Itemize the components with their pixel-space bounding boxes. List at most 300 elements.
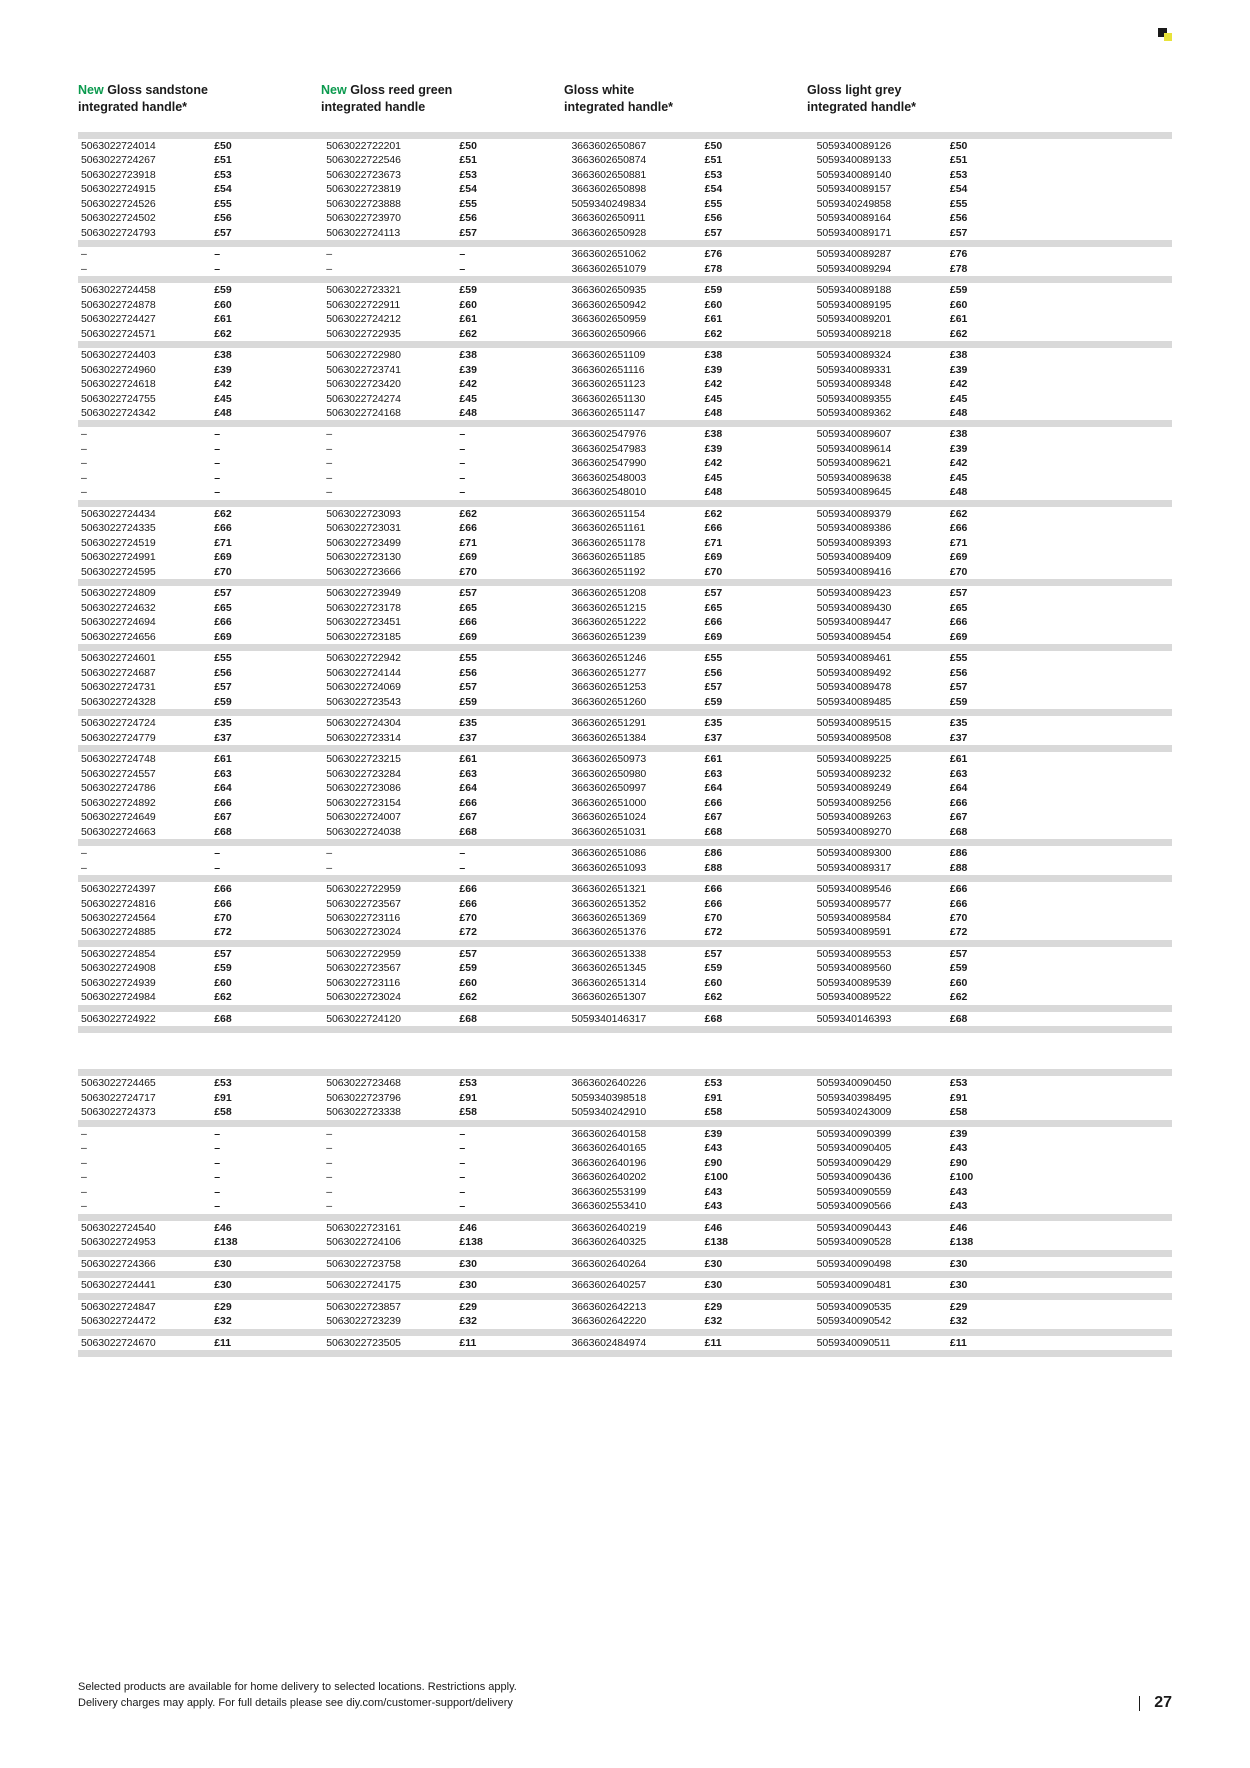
product-code: 5059340090498 (816, 1257, 892, 1270)
column-gap (302, 442, 323, 456)
column-gap (1038, 825, 1172, 839)
product-code: 5063022724366 (81, 1257, 156, 1270)
product-price: £46 (949, 1221, 968, 1234)
column-gap (547, 168, 568, 182)
product-code: 5059340090481 (816, 1279, 892, 1292)
table-row (78, 536, 1172, 550)
product-price: £59 (214, 695, 232, 708)
column-gap (302, 471, 323, 485)
product-price: £54 (459, 183, 477, 196)
table-row (78, 1127, 1172, 1141)
table-row (78, 925, 1172, 939)
product-code: 5059340243009 (816, 1106, 892, 1119)
product-code: – (81, 442, 87, 455)
product-price: £60 (214, 976, 232, 989)
product-code: 5063022724731 (81, 681, 156, 694)
column-gap (547, 262, 568, 276)
product-code: – (81, 248, 87, 261)
column-gap (547, 882, 568, 896)
product-code: 3663602651208 (571, 587, 647, 600)
column-gap (1038, 312, 1172, 326)
column-gap (792, 1012, 813, 1026)
product-price: £71 (459, 536, 477, 549)
product-price: £48 (704, 486, 723, 499)
product-price: £138 (704, 1236, 728, 1249)
product-price: £71 (949, 536, 968, 549)
product-code: 3663602640158 (571, 1127, 647, 1140)
product-price: £61 (459, 753, 477, 766)
product-code: 5063022723116 (326, 976, 401, 989)
product-code: 3663602642220 (571, 1315, 647, 1328)
product-price: £61 (214, 753, 232, 766)
product-code: 5059340089461 (816, 652, 892, 665)
product-price: – (214, 1200, 221, 1213)
column-gap (547, 1235, 568, 1249)
product-code: – (81, 1171, 87, 1184)
product-price: £61 (949, 753, 968, 766)
column-gap (792, 796, 813, 810)
product-code: 3663602650959 (571, 313, 647, 326)
table-separator-band (78, 875, 1172, 882)
column-gap (1038, 283, 1172, 297)
product-price: – (214, 1156, 221, 1169)
product-price: £57 (214, 226, 232, 239)
column-gap (792, 377, 813, 391)
column-gap (302, 861, 323, 875)
column-gap (302, 1336, 323, 1350)
column-gap (792, 262, 813, 276)
product-price: £55 (459, 197, 477, 210)
table-row (78, 507, 1172, 521)
column-gap (547, 1091, 568, 1105)
product-code: 3663602650881 (571, 168, 647, 181)
table-separator-band (78, 644, 1172, 651)
product-code: 5063022723093 (326, 507, 401, 520)
product-price: £50 (214, 139, 232, 152)
table-separator-band (78, 341, 1172, 348)
product-code: 5063022724458 (81, 284, 156, 297)
product-price: £69 (214, 551, 232, 564)
column-gap (547, 1257, 568, 1271)
product-code: 5063022724786 (81, 782, 156, 795)
column-gap (302, 456, 323, 470)
product-code: 5059340089157 (816, 183, 892, 196)
product-code: – (326, 442, 332, 455)
product-price: – (459, 442, 466, 455)
column-gap (792, 312, 813, 326)
product-price: £45 (949, 471, 968, 484)
product-price: £72 (214, 926, 232, 939)
column-gap (1038, 1141, 1172, 1155)
product-code: 3663602651260 (571, 695, 647, 708)
product-code: 3663602640264 (571, 1257, 647, 1270)
product-price: £78 (704, 262, 723, 275)
table-row (78, 990, 1172, 1004)
product-price: £37 (704, 731, 723, 744)
table-row (78, 485, 1172, 499)
product-code: – (326, 1171, 332, 1184)
table-row (78, 882, 1172, 896)
product-code: 5059340242910 (571, 1106, 647, 1119)
product-code: 3663602547990 (571, 457, 647, 470)
product-price: £11 (459, 1336, 477, 1349)
product-code: 5059340090535 (816, 1300, 892, 1313)
table-separator-band (78, 1120, 1172, 1127)
product-code: – (81, 486, 87, 499)
product-price: £53 (214, 168, 232, 181)
product-price: £57 (214, 947, 232, 960)
product-code: 5063022724441 (81, 1279, 156, 1292)
product-price: £48 (949, 486, 968, 499)
product-price: – (214, 428, 221, 441)
product-code: 5059340146393 (816, 1012, 892, 1025)
column-gap (1038, 796, 1172, 810)
product-code: 5063022724618 (81, 378, 156, 391)
product-price: £39 (949, 1127, 968, 1140)
column-gap (1038, 1278, 1172, 1292)
product-price: – (214, 1127, 221, 1140)
table-separator-band (78, 709, 1172, 716)
column-gap (1038, 442, 1172, 456)
column-gap (1038, 781, 1172, 795)
product-code: 5059340090405 (816, 1142, 892, 1155)
column-gap (547, 796, 568, 810)
product-code: 5059340089355 (816, 392, 892, 405)
table-row (78, 1314, 1172, 1328)
column-gap (1038, 680, 1172, 694)
column-gap (302, 1170, 323, 1184)
product-code: 5059340089188 (816, 284, 892, 297)
product-code: 5059340090450 (816, 1077, 892, 1090)
column-title-line2-0: integrated handle* (78, 99, 188, 114)
product-price: £53 (459, 1077, 477, 1090)
column-gap (302, 1278, 323, 1292)
product-price: £61 (949, 313, 968, 326)
product-code: – (326, 1185, 332, 1198)
product-code: 5063022724007 (326, 811, 401, 824)
column-gap (547, 990, 568, 1004)
table-row (78, 1300, 1172, 1314)
product-price: £32 (214, 1315, 232, 1328)
column-gap (547, 925, 568, 939)
product-code: 5059340089515 (816, 717, 892, 730)
product-price: £56 (949, 212, 968, 225)
column-gap (547, 615, 568, 629)
column-gap (547, 226, 568, 240)
product-price: – (459, 1171, 466, 1184)
column-gap (302, 1127, 323, 1141)
product-code: 5063022723420 (326, 378, 401, 391)
product-price: £62 (459, 327, 477, 340)
column-gap (1038, 377, 1172, 391)
column-gap (302, 666, 323, 680)
column-gap (1038, 139, 1172, 153)
column-gap (547, 767, 568, 781)
product-price: £72 (704, 926, 723, 939)
product-code: 5063022723949 (326, 587, 401, 600)
product-code: 5059340089492 (816, 666, 892, 679)
product-code: 5063022723888 (326, 197, 401, 210)
product-price: £69 (214, 630, 232, 643)
product-code: 5059340089249 (816, 782, 892, 795)
product-price: £66 (459, 897, 477, 910)
product-code: 5063022724670 (81, 1336, 156, 1349)
product-code: 5063022722959 (326, 883, 401, 896)
table-row (78, 1141, 1172, 1155)
product-price: £51 (459, 154, 477, 167)
column-gap (1038, 601, 1172, 615)
product-price: £30 (949, 1279, 968, 1292)
product-code: 3663602553199 (571, 1185, 647, 1198)
column-gap (1038, 197, 1172, 211)
column-gap (302, 1105, 323, 1119)
product-code: 5059340089232 (816, 767, 892, 780)
product-code: 5063022723031 (326, 522, 401, 535)
column-gap (547, 586, 568, 600)
product-price: £91 (704, 1091, 723, 1104)
product-price: £45 (949, 392, 968, 405)
product-price: £91 (214, 1091, 232, 1104)
product-price: £57 (214, 587, 232, 600)
product-code: 5059340089171 (816, 226, 892, 239)
product-price: £64 (949, 782, 968, 795)
product-code: 5063022724571 (81, 327, 156, 340)
product-code: 5063022724274 (326, 392, 401, 405)
product-code: 5063022724748 (81, 753, 156, 766)
product-price: £35 (704, 717, 723, 730)
table-row (78, 471, 1172, 485)
column-gap (302, 377, 323, 391)
product-code: 5063022724847 (81, 1300, 156, 1313)
column-gap (547, 427, 568, 441)
column-gap (792, 1300, 813, 1314)
product-price: £70 (704, 565, 723, 578)
product-price: £38 (459, 349, 477, 362)
product-price: £57 (949, 587, 968, 600)
product-price: £48 (949, 406, 968, 419)
table-row (78, 363, 1172, 377)
column-gap (1038, 1300, 1172, 1314)
product-code: 5063022722959 (326, 947, 401, 960)
column-gap (547, 406, 568, 420)
table-separator-band (78, 240, 1172, 247)
product-code: 3663602651307 (571, 991, 647, 1004)
column-gap (1038, 897, 1172, 911)
column-gap (792, 1105, 813, 1119)
product-code: 5063022724267 (81, 154, 156, 167)
product-price: £69 (949, 551, 968, 564)
column-gap (547, 911, 568, 925)
column-gap (1038, 961, 1172, 975)
product-code: 5063022724144 (326, 666, 401, 679)
product-price: £62 (704, 507, 723, 520)
product-code: 5063022722546 (326, 154, 401, 167)
product-code: 5063022724885 (81, 926, 156, 939)
product-code: 3663602651321 (571, 883, 647, 896)
product-price: £50 (949, 139, 968, 152)
product-code: 3663602651185 (571, 551, 646, 564)
product-code: 3663602640325 (571, 1236, 647, 1249)
product-price: £66 (459, 796, 477, 809)
product-code: 5059340090429 (816, 1156, 892, 1169)
column-gap (302, 1141, 323, 1155)
registration-mark-icon (1158, 28, 1172, 42)
product-price: £59 (214, 962, 232, 975)
product-price: – (214, 486, 221, 499)
column-gap (547, 731, 568, 745)
column-gap (547, 197, 568, 211)
table-row (78, 406, 1172, 420)
product-price: £43 (949, 1142, 968, 1155)
table-row (78, 861, 1172, 875)
column-gap (547, 442, 568, 456)
column-gap (302, 961, 323, 975)
column-gap (547, 810, 568, 824)
column-gap (1038, 182, 1172, 196)
product-price: £62 (704, 991, 723, 1004)
product-price: £63 (214, 767, 232, 780)
product-code: 5063022724953 (81, 1236, 156, 1249)
product-code: 3663602651352 (571, 897, 647, 910)
product-price: £68 (459, 825, 477, 838)
product-price: £38 (949, 349, 968, 362)
product-code: 5059340089348 (816, 378, 892, 391)
column-gap (547, 327, 568, 341)
product-price: £54 (949, 183, 968, 196)
column-gap (547, 348, 568, 362)
product-price: £42 (459, 378, 477, 391)
product-code: 5063022724106 (326, 1236, 401, 1249)
product-code: 5063022723543 (326, 695, 401, 708)
product-price: £43 (704, 1185, 723, 1198)
table-row (78, 1336, 1172, 1350)
product-price: £30 (214, 1279, 232, 1292)
product-code: 5063022724304 (326, 717, 401, 730)
product-code: 3663602651222 (571, 616, 647, 629)
column-gap (302, 825, 323, 839)
table-row (78, 168, 1172, 182)
table-row (78, 846, 1172, 860)
column-gap (1038, 861, 1172, 875)
column-gap (302, 197, 323, 211)
product-price: £68 (214, 825, 232, 838)
product-code: 5059340090443 (816, 1221, 892, 1234)
product-price: – (459, 262, 466, 275)
column-gap (547, 825, 568, 839)
product-price: £76 (704, 248, 723, 261)
product-price: £78 (949, 262, 968, 275)
product-code: 5063022724991 (81, 551, 156, 564)
product-price: £53 (704, 1077, 723, 1090)
column-gap (302, 182, 323, 196)
product-code: 5059340089270 (816, 825, 892, 838)
table-row (78, 197, 1172, 211)
table-separator-band (78, 1026, 1172, 1033)
footer-line-2: Delivery charges may apply. For full details please see diy.com/customer-support/delivery (78, 1697, 513, 1710)
product-price: £69 (704, 630, 723, 643)
product-price: £46 (459, 1221, 477, 1234)
product-code: 5063022722942 (326, 652, 401, 665)
table-row (78, 550, 1172, 564)
product-code: 5059340089638 (816, 471, 892, 484)
column-gap (792, 1141, 813, 1155)
product-code: 3663602651253 (571, 681, 647, 694)
product-price: – (214, 457, 221, 470)
product-price: – (214, 1185, 221, 1198)
table-row (78, 377, 1172, 391)
column-gap (1038, 211, 1172, 225)
product-code: 5063022723567 (326, 897, 401, 910)
column-gap (302, 731, 323, 745)
product-code: 5063022723796 (326, 1091, 401, 1104)
column-gap (547, 1278, 568, 1292)
column-gap (792, 471, 813, 485)
column-gap (1038, 262, 1172, 276)
product-code: 5059340089379 (816, 507, 892, 520)
product-price: £61 (459, 313, 477, 326)
product-code: 3663602640165 (571, 1142, 647, 1155)
table-row (78, 153, 1172, 167)
product-price: £66 (214, 796, 232, 809)
column-gap (547, 1185, 568, 1199)
product-code: 3663602548003 (571, 471, 647, 484)
product-price: £35 (214, 717, 232, 730)
product-code: 5063022724212 (326, 313, 401, 326)
column-gap (792, 716, 813, 730)
column-gap (1038, 767, 1172, 781)
column-gap (792, 1156, 813, 1170)
product-code: 5063022723086 (326, 782, 401, 795)
column-gap (1038, 976, 1172, 990)
product-code: 3663602642213 (571, 1300, 647, 1313)
column-gap (302, 427, 323, 441)
product-code: 5059340089225 (816, 753, 892, 766)
product-price: £62 (214, 507, 232, 520)
product-code: 3663602650874 (571, 154, 647, 167)
product-code: 5059340089447 (816, 616, 892, 629)
product-code: 3663602651376 (571, 926, 647, 939)
column-gap (547, 363, 568, 377)
product-code: 5063022724915 (81, 183, 156, 196)
product-code: 3663602651109 (571, 349, 646, 362)
table-row (78, 680, 1172, 694)
product-code: 5063022724014 (81, 139, 156, 152)
table-separator-band (78, 1271, 1172, 1278)
product-price: £56 (459, 666, 477, 679)
product-price: £70 (949, 565, 968, 578)
table-row (78, 1105, 1172, 1119)
column-gap (1038, 485, 1172, 499)
product-price: £62 (459, 507, 477, 520)
product-price: £65 (214, 601, 232, 614)
column-gap (547, 377, 568, 391)
product-price: – (459, 847, 466, 860)
column-gap (792, 680, 813, 694)
page-number-divider (1139, 1696, 1140, 1711)
product-code: 5059340090566 (816, 1200, 892, 1213)
product-price: £70 (949, 912, 968, 924)
column-gap (302, 752, 323, 766)
column-gap (792, 1336, 813, 1350)
table-separator-band (78, 132, 1172, 139)
column-gap (547, 536, 568, 550)
table-row (78, 348, 1172, 362)
column-gap (302, 947, 323, 961)
product-code: 5063022724922 (81, 1012, 156, 1025)
product-price: £56 (704, 666, 723, 679)
column-gap (302, 521, 323, 535)
product-price: £55 (704, 652, 723, 665)
